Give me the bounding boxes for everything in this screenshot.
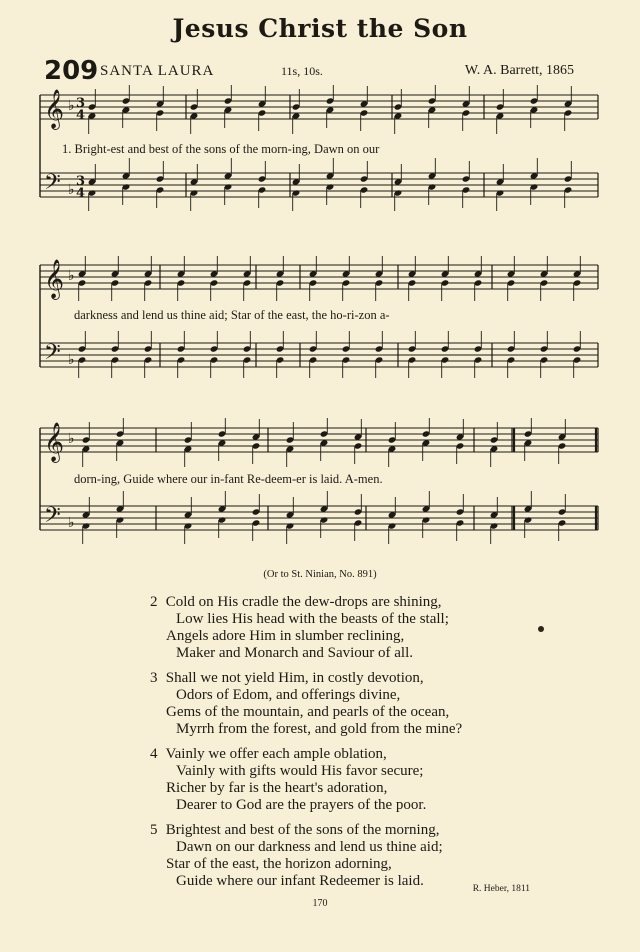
- stanza-line: Star of the east, the horizon adorning,: [166, 856, 392, 872]
- bass-clef-icon: 𝄢: [44, 170, 61, 200]
- stanza-line: Dearer to God are the prayers of the poor.: [176, 797, 427, 813]
- bass-clef-icon: 𝄢: [44, 340, 61, 370]
- stanza-line: Maker and Monarch and Saviour of all.: [176, 645, 414, 661]
- flat-icon: ♭: [68, 516, 75, 531]
- stanza-line: Angels adore Him in slumber reclining,: [166, 628, 405, 644]
- stanza-line: Brightest and best of the sons of the morning,: [165, 822, 440, 838]
- flat-icon: ♭: [68, 183, 75, 198]
- stanza-number: 3: [150, 670, 158, 686]
- stanza-2: [150, 594, 449, 662]
- stanza-line: Gems of the mountain, and pearls of the ocean,: [166, 704, 450, 720]
- composer: W. A. Barrett, 1865: [464, 63, 574, 78]
- flat-icon: ♭: [68, 99, 75, 114]
- hymn-header: [44, 56, 584, 86]
- lyricist: R. Heber, 1811: [472, 884, 530, 894]
- stanza-3: [150, 670, 462, 738]
- time-signature-top: 3: [76, 174, 86, 189]
- stanza-line: Vainly with gifts would His favor secure;: [176, 763, 424, 779]
- lyric-line-1: 1. Bright-est and best of the sons of the morn-ing, Dawn on our: [62, 142, 380, 156]
- bass-clef-icon: 𝄢: [44, 503, 61, 533]
- flat-icon: ♭: [68, 432, 75, 447]
- stanza-line: Myrrh from the forest, and gold from the mine?: [176, 721, 463, 737]
- treble-clef-icon: 𝄞: [44, 422, 65, 462]
- page-number: 170: [312, 898, 328, 909]
- stanza-line: Shall we not yield Him, in costly devotion,: [165, 670, 424, 686]
- lyric-line-3: dorn-ing, Guide where our in-fant Re-deem-er is laid. A-men.: [74, 472, 383, 486]
- alternate-tune-note: (Or to St. Ninian, No. 891): [263, 569, 377, 580]
- stanza-5: [150, 822, 443, 890]
- treble-clef-icon: 𝄞: [44, 89, 65, 129]
- stanza-line: Vainly we offer each ample oblation,: [165, 746, 387, 762]
- time-signature-bottom: 4: [76, 108, 86, 123]
- stanza-4: [150, 746, 426, 814]
- music-system-2: [0, 255, 640, 395]
- ornament-dot: [538, 626, 544, 632]
- stanza-line: Cold on His cradle the dew-drops are shining,: [165, 594, 442, 610]
- stanza-line: Guide where our infant Redeemer is laid.: [176, 873, 424, 889]
- stanza-line: Low lies His head with the beasts of the stall;: [176, 611, 449, 627]
- meter: 11s, 10s.: [281, 64, 323, 78]
- music-system-3: [0, 418, 640, 558]
- hymn-title: Jesus Christ the Son: [172, 14, 468, 43]
- flat-icon: ♭: [68, 353, 75, 368]
- time-signature-bottom: 4: [76, 186, 86, 201]
- stanza-number: 5: [150, 822, 158, 838]
- stanza-line: Odors of Edom, and offerings divine,: [176, 687, 401, 703]
- stanza-number: 2: [150, 594, 158, 610]
- stanza-number: 4: [150, 746, 158, 762]
- stanza-line: Dawn on our darkness and lend us thine aid;: [176, 839, 443, 855]
- stanza-line: Richer by far is the heart's adoration,: [166, 780, 388, 796]
- time-signature-top: 3: [76, 96, 86, 111]
- lyric-line-2: darkness and lend us thine aid; Star of the east, the ho-ri-zon a-: [74, 308, 390, 322]
- tune-name: SANTA LAURA: [100, 63, 215, 79]
- treble-clef-icon: 𝄞: [44, 259, 65, 299]
- hymn-number: 209: [44, 56, 99, 86]
- flat-icon: ♭: [68, 269, 75, 284]
